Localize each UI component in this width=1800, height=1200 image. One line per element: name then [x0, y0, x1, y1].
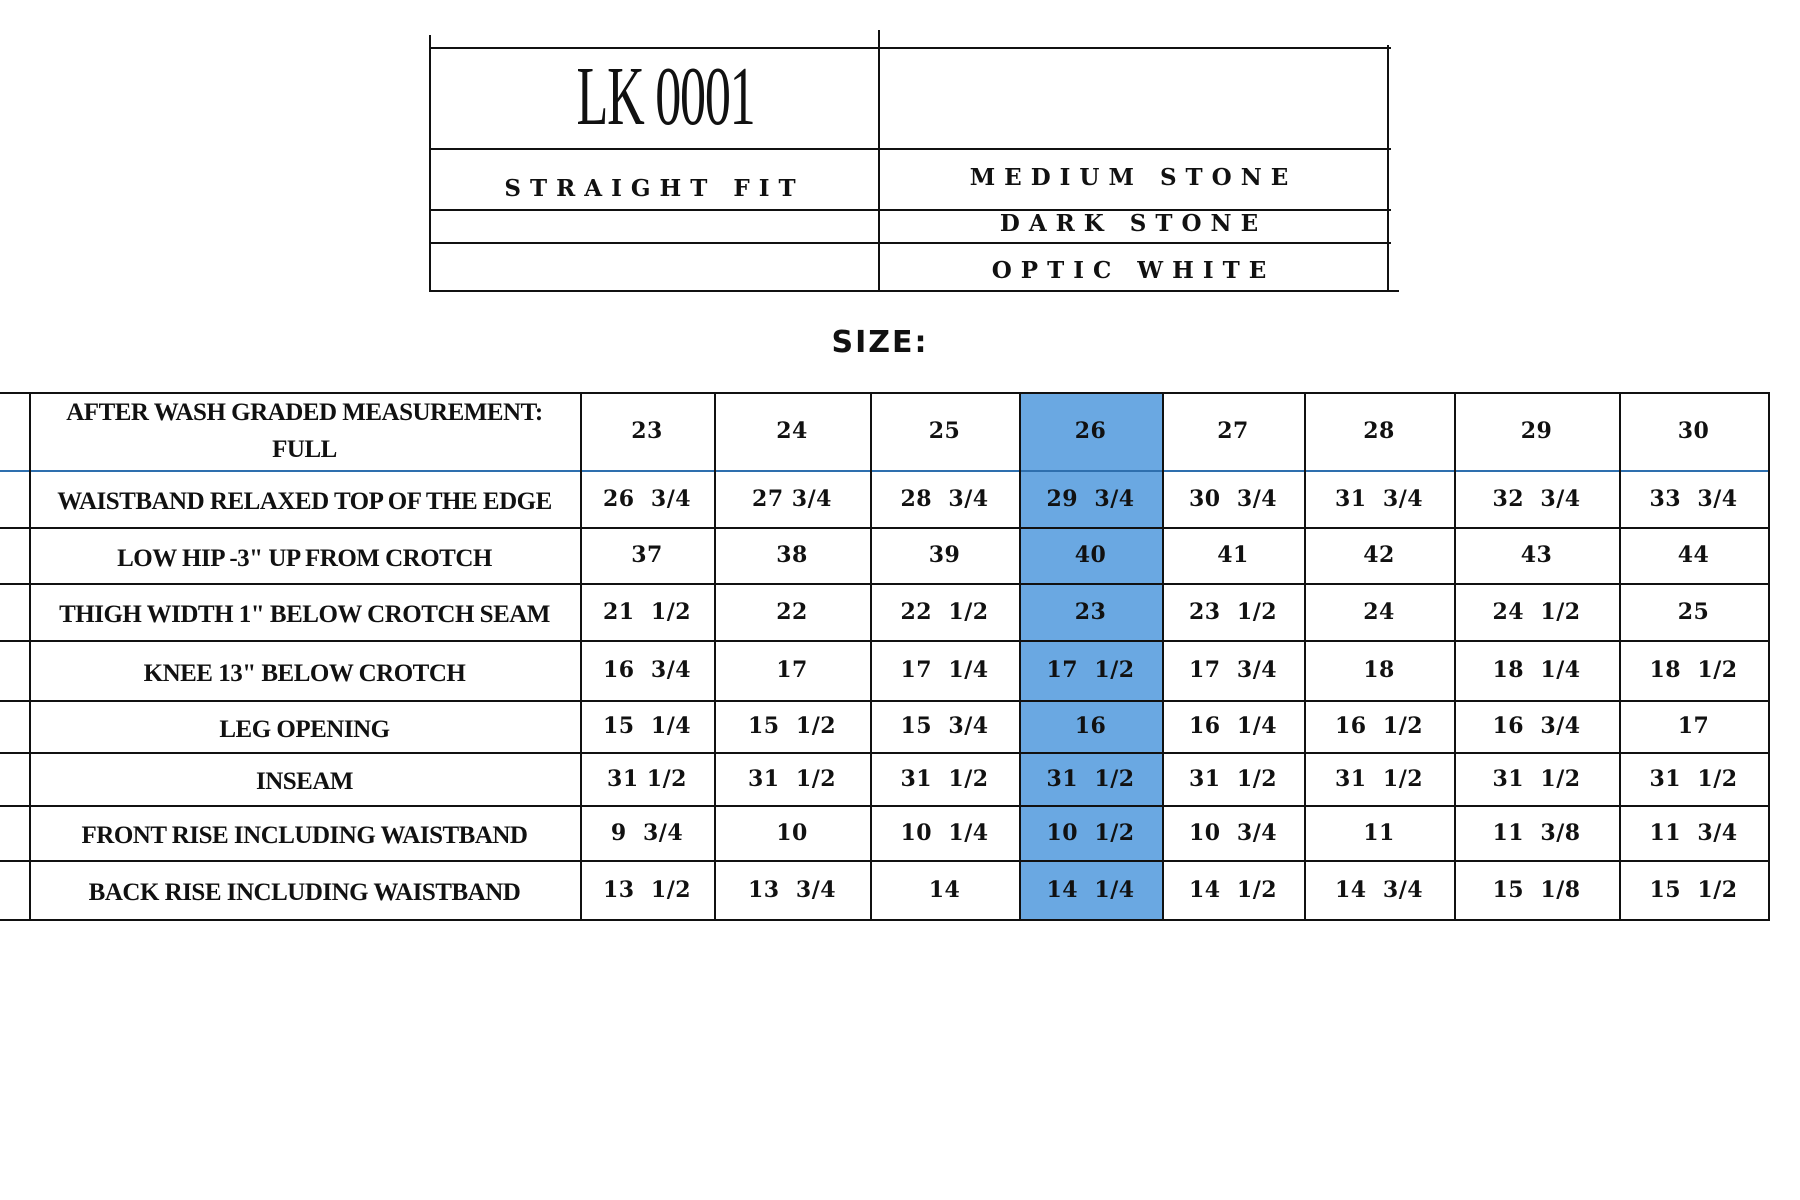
measurement-label: WAISTBAND RELAXED TOP OF THE EDGE [57, 488, 552, 516]
measurement-label: THIGH WIDTH 1" BELOW CROTCH SEAM [59, 601, 550, 629]
measurement-value: 9 3/4 [610, 819, 684, 846]
measurement-value: 21 1/2 [602, 598, 692, 625]
measurement-value: 29 3/4 [1046, 485, 1135, 512]
measurement-value: 40 [1074, 542, 1107, 568]
measurement-value: 16 3/4 [602, 657, 692, 683]
measurement-value: 39 [928, 542, 961, 568]
measurement-value: 37 [631, 542, 663, 568]
measurement-value: 16 [1074, 713, 1107, 739]
measurement-value: 13 1/2 [602, 876, 692, 903]
measurement-value: 16 1/2 [1334, 713, 1424, 739]
measurement-label: INSEAM [255, 768, 353, 796]
measurement-value: 18 1/4 [1492, 657, 1581, 683]
header-bottom-line [429, 290, 1399, 292]
measurement-value: 31 3/4 [1334, 485, 1424, 512]
measurement-value: 44 [1677, 542, 1710, 568]
measurement-value: 31 1/2 [1334, 765, 1424, 792]
table-header-label-line: AFTER WASH GRADED MEASUREMENT: [66, 398, 543, 426]
measurement-label: KNEE 13" BELOW CROTCH [143, 659, 466, 687]
size-column-header: 25 [928, 418, 961, 444]
measurement-label: LEG OPENING [219, 715, 390, 743]
size-column-header: 23 [631, 418, 663, 444]
size-column-header: 24 [776, 418, 808, 444]
measurement-value: 17 [776, 657, 808, 683]
measurement-value: 17 1/4 [900, 657, 989, 683]
size-column-header: 29 [1520, 418, 1553, 444]
measurement-value: 31 1/2 [747, 765, 837, 792]
measurement-value: 27 3/4 [752, 485, 832, 512]
header-right-border [1387, 45, 1389, 292]
measurement-value: 17 1/2 [1046, 657, 1135, 683]
measurement-value: 16 3/4 [1492, 713, 1581, 739]
measurement-value: 11 [1363, 819, 1395, 846]
measurement-value: 14 [928, 876, 961, 903]
style-code: LK 0001 [576, 50, 755, 143]
measurement-value: 30 3/4 [1188, 485, 1278, 512]
measurement-value: 43 [1520, 542, 1553, 568]
measurement-value: 15 1/2 [1649, 876, 1738, 903]
size-title: SIZE: [831, 325, 929, 360]
measurement-value: 14 3/4 [1334, 876, 1424, 903]
measurement-value: 31 1/2 [1188, 765, 1278, 792]
measurement-value: 14 1/2 [1188, 876, 1278, 903]
color-optic-white: OPTIC WHITE [991, 257, 1276, 284]
size-column-header: 27 [1217, 418, 1249, 444]
measurement-value: 23 [1074, 598, 1107, 625]
measurement-value: 14 1/4 [1046, 876, 1135, 903]
measurement-value: 13 3/4 [747, 876, 837, 903]
measurement-value: 18 [1363, 657, 1395, 683]
measurement-value: 11 3/8 [1492, 819, 1581, 846]
measurement-value: 15 1/2 [747, 713, 837, 739]
table-header-label [33, 392, 576, 470]
measurement-value: 28 3/4 [900, 485, 989, 512]
measurement-value: 22 [776, 598, 808, 625]
measurement-value: 10 [776, 819, 808, 846]
measurement-value: 25 [1677, 598, 1710, 625]
measurement-value: 23 1/2 [1188, 598, 1278, 625]
measurement-value: 24 1/2 [1492, 598, 1581, 625]
header-left-border [429, 35, 431, 292]
measurement-value: 32 3/4 [1492, 485, 1581, 512]
table-column-rule [1768, 392, 1770, 921]
measurement-label: FRONT RISE INCLUDING WAISTBAND [81, 822, 528, 850]
measurement-value: 26 3/4 [602, 485, 692, 512]
table-header-label-line: FULL [272, 436, 337, 463]
fit-label: STRAIGHT FIT [504, 175, 805, 202]
measurement-label: BACK RISE INCLUDING WAISTBAND [88, 879, 521, 907]
measurement-value: 24 [1363, 598, 1395, 625]
header-top-line [429, 47, 1391, 49]
header-line-4 [429, 242, 1391, 244]
color-dark-stone: DARK STONE [999, 210, 1268, 237]
measurement-value: 15 1/8 [1492, 876, 1581, 903]
measurement-value: 33 3/4 [1649, 485, 1738, 512]
measurement-value: 10 1/2 [1046, 819, 1135, 846]
measurement-value: 18 1/2 [1649, 657, 1738, 683]
measurement-value: 11 3/4 [1649, 819, 1738, 846]
measurement-value: 31 1/2 [1649, 765, 1738, 792]
size-column-header: 30 [1677, 418, 1710, 444]
measurement-label: LOW HIP -3" UP FROM CROTCH [117, 544, 492, 572]
measurement-value: 15 3/4 [900, 713, 989, 739]
measurement-value: 31 1/2 [1492, 765, 1581, 792]
header-divider [878, 30, 880, 292]
size-column-header: 26 [1074, 418, 1107, 444]
size-column-header: 28 [1363, 418, 1395, 444]
measurement-value: 17 [1677, 713, 1710, 739]
measurement-value: 31 1/2 [900, 765, 989, 792]
measurement-value: 41 [1217, 542, 1249, 568]
measurement-value: 31 1/2 [607, 765, 687, 792]
measurement-value: 16 1/4 [1188, 713, 1278, 739]
measurement-value: 22 1/2 [900, 598, 989, 625]
measurement-value: 42 [1363, 542, 1395, 568]
color-medium-stone: MEDIUM STONE [969, 164, 1298, 191]
measurement-value: 10 3/4 [1188, 819, 1278, 846]
measurement-value: 15 1/4 [602, 713, 692, 739]
measurement-value: 17 3/4 [1188, 657, 1278, 683]
measurement-value: 31 1/2 [1046, 765, 1135, 792]
measurement-value: 38 [776, 542, 808, 568]
measurement-value: 10 1/4 [900, 819, 989, 846]
header-line-2 [429, 148, 1391, 150]
